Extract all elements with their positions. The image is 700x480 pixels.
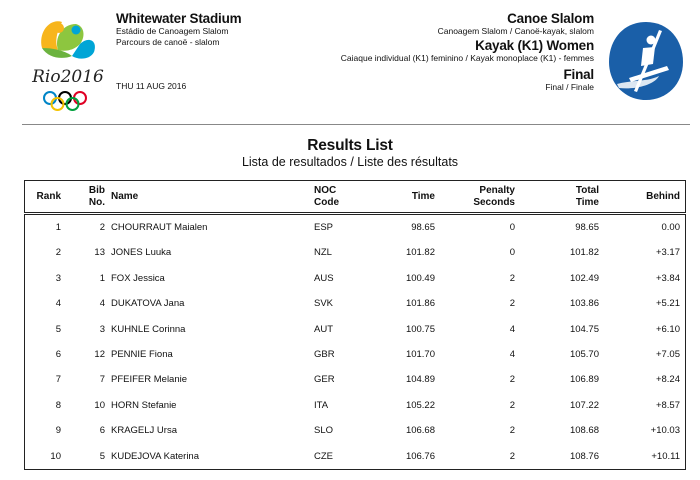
cell-name: HORN Stefanie [111,399,177,411]
cell-penalty: 4 [509,349,515,360]
event-sport: Canoe Slalom [507,11,594,26]
event-sport-translations: Canoagem Slalom / Canoë-kayak, slalom [437,26,594,36]
table-row [25,374,685,388]
cell-penalty: 2 [509,374,515,386]
cell-noc: ESP [314,222,334,233]
cell-time: 98.65 [411,222,435,233]
cell-name: JONES Luuka [111,247,172,259]
cell-rank: 1 [55,222,61,233]
cell-behind: +8.24 [655,374,680,386]
table-row [25,451,685,465]
cell-rank: 9 [55,425,61,437]
cell-behind: +10.11 [651,450,680,462]
venue-name-pt: Estádio de Canoagem Slalom [116,26,229,36]
cell-bib: 4 [99,298,105,310]
col-noc-1: NOC [314,185,337,196]
cell-noc: SLO [314,425,334,437]
event-date: THU 11 AUG 2016 [116,81,187,91]
cell-total: 103.86 [569,298,599,310]
cell-bib: 13 [94,247,105,259]
table-row [25,349,685,363]
table-row [25,298,685,312]
results-title: Results List [307,137,393,154]
cell-name: KUHNLE Corinna [111,323,186,335]
table-header [24,180,686,213]
cell-time: 101.82 [405,247,435,259]
cell-bib: 1 [99,272,105,284]
svg-text:Rio2016: Rio2016 [32,67,104,87]
col-noc-2: Code [314,197,339,208]
cell-bib: 12 [94,349,105,360]
cell-name: KUDEJOVA Katerina [111,450,200,462]
cell-time: 100.49 [405,272,435,284]
col-penalty-1: Penalty [479,185,515,196]
table-row [25,247,685,261]
cell-bib: 7 [99,374,105,386]
venue-name-fr: Parcours de canoë - slalom [116,37,220,47]
cell-rank: 6 [55,349,61,360]
cell-noc: NZL [314,247,332,259]
cell-behind: +5.21 [655,298,680,310]
cell-noc: GER [314,374,335,386]
cell-bib: 2 [99,222,105,233]
cell-noc: AUS [314,272,334,284]
cell-total: 98.65 [575,222,599,233]
table-row [25,273,685,287]
event-phase-translations: Final / Finale [545,82,594,92]
header-divider [22,124,690,125]
cell-total: 104.75 [569,323,599,335]
cell-time: 106.68 [405,425,435,437]
cell-noc: GBR [314,349,335,360]
cell-behind: +3.17 [655,247,680,259]
cell-bib: 5 [99,450,105,462]
cell-behind: +6.10 [655,323,680,335]
col-bib-1: Bib [88,185,105,196]
col-total-1: Total [575,185,599,196]
col-total-2: Time [575,197,599,208]
cell-bib: 3 [99,323,105,335]
table-row [25,400,685,414]
cell-penalty: 2 [509,399,515,411]
cell-rank: 8 [55,399,61,411]
cell-rank: 4 [55,298,61,310]
cell-name: DUKATOVA Jana [111,298,185,310]
cell-behind: +10.03 [650,425,680,437]
cell-time: 104.89 [405,374,435,386]
col-rank: Rank [36,191,61,202]
cell-noc: AUT [314,323,333,335]
canoe-slalom-pictogram-icon [607,20,685,102]
cell-rank: 10 [50,450,61,462]
cell-total: 102.49 [569,272,599,284]
cell-time: 100.75 [405,323,435,335]
cell-time: 105.22 [405,399,435,411]
cell-total: 106.89 [569,374,599,386]
event-title-translations: Caiaque individual (K1) feminino / Kayak monoplace (K1) - femmes [340,53,594,63]
results-subtitle: Lista de resultados / Liste des résultats [241,155,459,169]
cell-penalty: 2 [509,298,515,310]
cell-penalty: 0 [509,222,515,233]
table-row [25,222,685,236]
cell-rank: 5 [55,323,61,335]
cell-noc: SVK [314,298,334,310]
cell-time: 101.86 [405,298,435,310]
cell-penalty: 2 [509,450,515,462]
col-behind: Behind [646,191,680,202]
cell-noc: CZE [314,450,333,462]
rio-2016-logo [28,10,108,118]
cell-rank: 3 [55,272,61,284]
cell-time: 101.70 [405,349,435,360]
results-table-body [24,214,686,470]
cell-behind: 0.00 [661,222,680,233]
col-time: Time [411,191,435,202]
cell-total: 101.82 [569,247,599,259]
event-title: Kayak (K1) Women [475,38,594,53]
cell-name: PENNIE Fiona [111,349,173,360]
cell-bib: 10 [94,399,105,411]
cell-bib: 6 [99,425,105,437]
cell-penalty: 2 [509,425,515,437]
col-bib-2: No. [88,197,105,208]
cell-name: CHOURRAUT Maialen [111,222,208,233]
event-phase: Final [563,67,594,82]
col-penalty-2: Seconds [473,197,515,208]
cell-behind: +7.05 [655,349,680,360]
cell-behind: +3.84 [655,272,680,284]
cell-penalty: 0 [509,247,515,259]
venue-info [116,11,241,48]
venue-name: Whitewater Stadium [116,11,242,26]
cell-total: 107.22 [569,399,599,411]
cell-total: 108.76 [569,450,599,462]
cell-penalty: 4 [509,323,515,335]
cell-penalty: 2 [509,272,515,284]
table-row [25,324,685,338]
cell-behind: +8.57 [655,399,680,411]
cell-name: PFEIFER Melanie [111,374,188,386]
cell-noc: ITA [314,399,329,411]
cell-rank: 2 [55,247,61,259]
cell-rank: 7 [55,374,61,386]
event-info [341,11,594,93]
cell-total: 105.70 [569,349,599,360]
cell-total: 108.68 [569,425,599,437]
cell-name: FOX Jessica [111,272,165,284]
cell-time: 106.76 [405,450,435,462]
col-name: Name [111,191,139,202]
cell-name: KRAGELJ Ursa [111,425,177,437]
table-row [25,425,685,439]
